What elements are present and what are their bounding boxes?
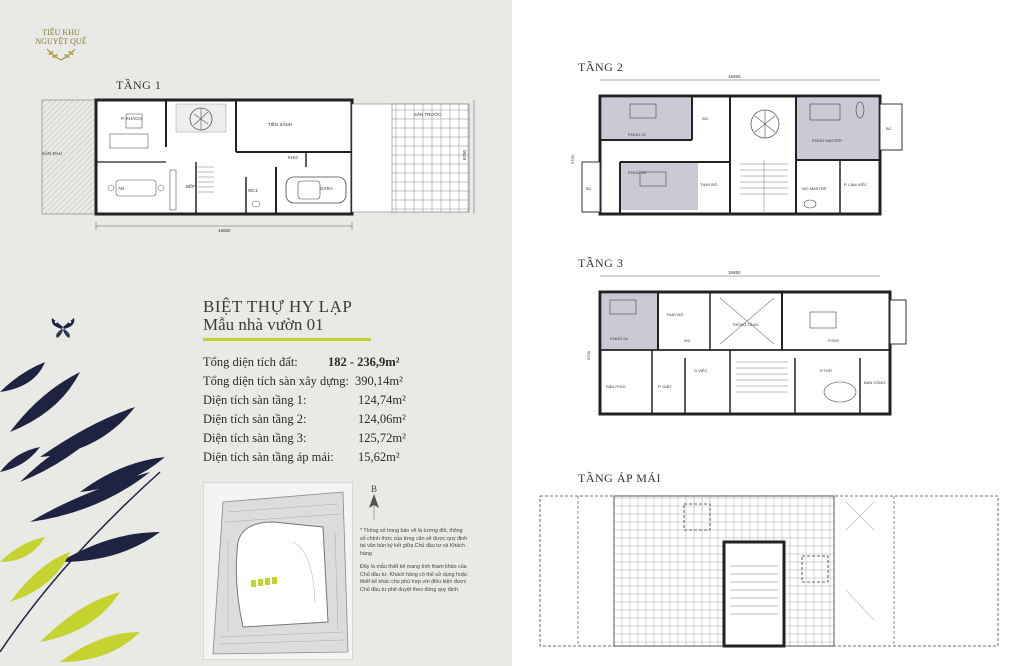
label-dressing: THAY ĐỒ [700,182,718,187]
floor3-width-dim: 16650 [728,270,741,275]
label-wc: WC [684,338,691,343]
logo-line1: TIỂU KHU [42,28,80,37]
title-underline [203,338,371,341]
floor1-width-dim: 16650 [218,228,231,232]
project-logo [26,28,96,64]
label-drying: SÂN PHƠI [606,384,626,389]
stat-label: Tổng diện tích đất: [203,355,298,369]
stat-label: Diện tích sàn tầng 2: [203,412,307,426]
label-master: P.NGỦ MASTER [812,138,842,143]
stat-value: 124,06m² [358,412,406,426]
floor3-plan [560,270,930,420]
disclaimer-note [360,528,468,594]
room-bed4 [602,294,658,350]
label-storage: KHO [288,155,298,160]
floor3-label: TẦNG 3 [578,256,624,270]
leaves-decoration [0,362,170,666]
label-wc: WC [702,116,709,121]
label-garden: SÂN ĐAU [42,151,63,156]
floor1-label: TẦNG 1 [116,78,162,92]
label-worship: P.THỜ [820,368,833,373]
right-page [512,0,1024,666]
label-bc-left: BC [586,186,592,191]
label-bed4: P.NGỦ 04 [610,336,628,341]
room-bed2 [602,98,692,140]
label-laundry: P. GIẶT [658,384,672,389]
north-arrow-icon [368,494,380,520]
note-paragraph: Đây là mẫu thiết kế mang tính tham khảo của Chủ đầu tư. Khách hàng có thể sử dụng hoặc thiết kế khác cho phù hợp với điều kiện được Chủ đầu tư phê duyệt theo đúng quy định. [360,564,468,593]
floor1-depth-dim: 6700 [462,149,467,160]
label-void: THÔNG TẦNG [732,322,759,327]
label-garage: GARA [320,186,333,191]
stat-value: 125,72m² [358,431,406,445]
butterfly-icon [48,312,78,342]
label-bed3: P.NGỦ 03 [628,170,646,175]
stat-value: 182 - 236,9m² [328,355,400,369]
label-dressing: THAY ĐỒ [666,312,684,317]
logo-line2: NGUYỆT QUẾ [35,37,87,46]
label-study: P. LÀM VIỆC [844,182,868,187]
floor2-label: TẦNG 2 [578,60,624,74]
floor3-depth-dim: 6700 [586,351,591,360]
label-kitchen: BẾP [186,184,196,189]
villa-title: BIỆT THỰ HY LẠP [203,297,353,316]
label-utility: G.VIỆC [694,368,708,373]
note-paragraph: * Thông số trong bản vẽ là tương đối, thông số chính thức của từng căn sẽ được quy định tại văn bản ký kết giữa Chủ đầu tư và Khách hàng [360,528,468,557]
label-bc-right: BC [886,126,892,131]
stat-value: 124,74m² [358,393,406,407]
stat-label: Diện tích sàn tầng 1: [203,393,307,407]
label-wc-master: WC MASTER [802,186,827,191]
roof-label: TẦNG ÁP MÁI [578,471,662,485]
label-balcony: BAN CÔNG [864,380,886,385]
floor2-width-dim: 16650 [728,74,741,79]
label-lobby: TIỀN SẢNH [268,122,293,127]
stat-label: Tổng diện tích sàn xây dựng: [203,374,349,388]
compass-letter: B [370,484,377,494]
room-master [796,98,878,160]
stat-label: Diện tích sàn tầng 3: [203,431,307,445]
compass [368,484,380,522]
site-map [203,482,353,660]
villa-subtitle: Mẫu nhà vườn 01 [203,315,324,334]
floor2-plan [560,74,930,224]
roof-plan [534,490,1004,660]
floor2-depth-dim: 6700 [570,155,575,164]
label-wc: WC1 [248,188,258,193]
label-bed2: P.NGỦ 02 [628,132,646,137]
stat-value: 390,14m² [355,374,403,388]
label-living: P. KHÁCH [121,116,142,121]
label-family: P.SHC [828,338,840,343]
stat-value: 15,62m² [358,450,400,464]
laurel-icon [41,46,81,62]
floor1-plan [36,92,476,232]
label-front-yard: SÂN TRƯỚC [414,112,442,117]
label-dining: ĂN [118,186,125,191]
stat-label: Diện tích sàn tầng áp mái: [203,450,334,464]
